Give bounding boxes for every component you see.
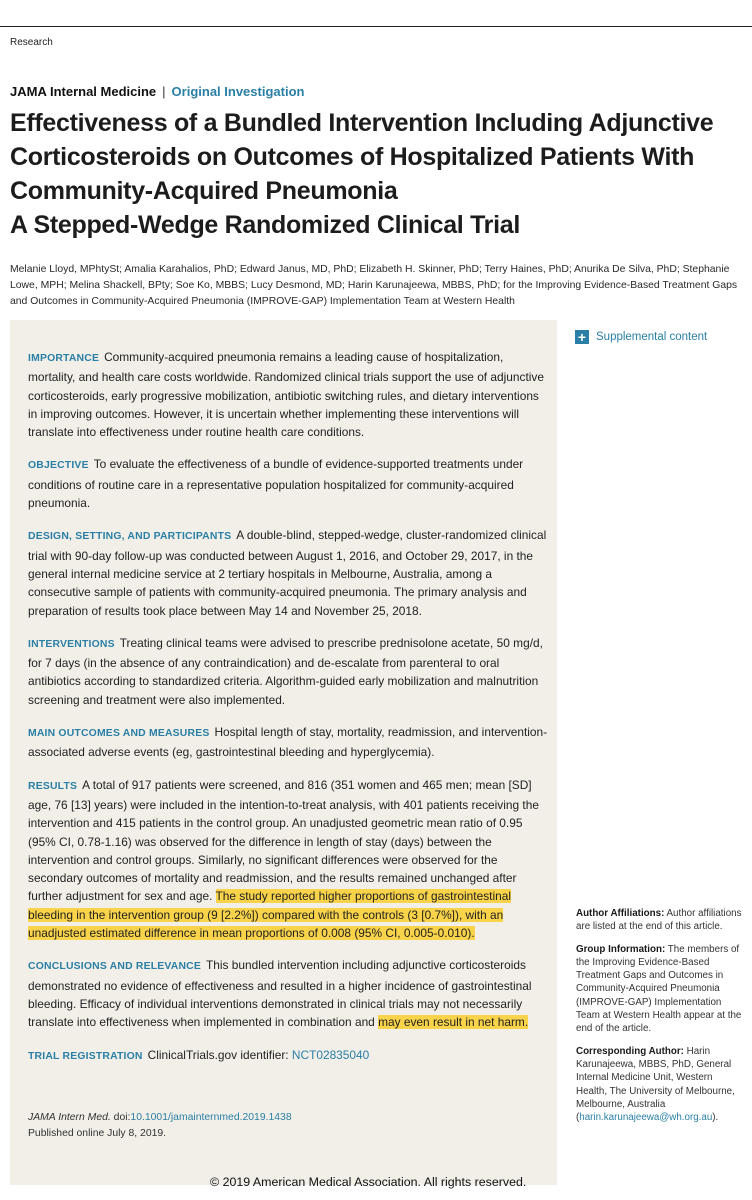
citation-line — [28, 1110, 528, 1126]
corresponding-label: Corresponding Author: — [576, 1045, 684, 1057]
copyright-notice: © 2019 American Medical Association. All rights reserved. — [210, 1175, 527, 1189]
affiliations-text: Author affiliations are listed at the end of this article. — [576, 908, 742, 933]
objective-heading: OBJECTIVE — [28, 460, 89, 472]
sidebar-info — [576, 907, 746, 1133]
abstract-body — [28, 348, 548, 1080]
author-list: Melanie Lloyd, MPhtySt; Amalia Karahalios, PhD; Edward Janus, MD, PhD; Elizabeth H. Skinner, PhD; Terry Haines, PhD; Anurika De Silva, PhD; Stephanie Lowe, MPH; Melina Shackell, BPty; Soe Ko, MBBS; Lucy Desmond, MD; Harin Karunajeewa, MBBS, PhD; for the Improving Evidence-Based Treatment Gaps and Outcomes in Community-Acquired Pneumonia (IMPROVE-GAP) Implementation Team at Western Health — [10, 264, 738, 307]
importance-text: Community-acquired pneumonia remains a leading cause of hospitalization, mortality, and health care costs worldwide. Randomized clinical trials support the use of adjunctive corticosteroids, early progressive mobilization, antibiotic switching rules, and dietary interventions in improving outcomes. However, it is uncertain whether implementing these interventions will translate into effectiveness under routine health care conditions. — [28, 350, 544, 440]
conclusions-text: This bundled intervention including adjunctive corticosteroids demonstrated no evidence of effectiveness and resulted in a higher incidence of gastrointestinal bleeding. Efficacy of individual interventions demonstrated in clinical trials may not necessarily translate into effectiveness when implemented in combination and — [28, 958, 532, 1030]
abstract-outcomes — [28, 723, 548, 762]
corresponding-text: Harin Karunajeewa, MBBS, PhD, General Internal Medicine Unit, Western Health, The University of Melbourne, Melbourne, Australia ( — [576, 1045, 735, 1124]
article-title: Effectiveness of a Bundled Intervention Including Adjunctive Corticosteroids on Outcomes of Hospitalized Patients With Community-Acquired Pneumonia — [10, 109, 714, 205]
citation-journal: JAMA Intern Med. — [28, 1112, 111, 1123]
affiliations-label: Author Affiliations: — [576, 908, 665, 919]
journal-line — [10, 84, 304, 99]
importance-heading: IMPORTANCE — [28, 353, 100, 364]
section-label: Research — [10, 37, 53, 48]
registration-text: ClinicalTrials.gov identifier: — [147, 1047, 292, 1062]
abstract-interventions — [28, 634, 548, 709]
design-text: A double-blind, stepped-wedge, cluster-randomized clinical trial with 90-day follow-up was conducted between August 1, 2016, and October 29, 2017, in the general internal medicine service at 2 tertiary hospitals in Melbourne, Australia, among a consecutive sample of patients with community-acquired pneumonia. The primary analysis and preparation of results took place between May 14 and November 25, 2018. — [28, 528, 547, 618]
citation — [28, 1110, 528, 1142]
results-highlight: The study reported higher proportions of gastrointestinal bleeding in the intervention group (9 [2.2%]) compared with the controls (3 [0.7%]), with an unadjusted estimated difference in mean proportions of 0.008 (95% CI, 0.005-0.010). — [28, 889, 511, 941]
journal-separator: | — [162, 84, 166, 99]
abstract-importance — [28, 348, 548, 441]
plus-icon[interactable]: + — [575, 330, 589, 344]
citation-doi-prefix: doi: — [110, 1112, 131, 1123]
citation-doi-link[interactable]: 10.1001/jamainternmed.2019.1438 — [130, 1112, 292, 1123]
registration-heading: TRIAL REGISTRATION — [28, 1050, 143, 1062]
outcomes-text: Hospital length of stay, mortality, readmission, and intervention-associated adverse events (eg, gastrointestinal bleeding and hyperglycemia). — [28, 725, 548, 760]
article-subtitle: A Stepped-Wedge Randomized Clinical Trial — [10, 211, 521, 239]
abstract-box — [10, 320, 557, 1185]
objective-text: To evaluate the effectiveness of a bundle of evidence-supported treatments under conditions of routine care in a representative population hospitalized for community-acquired pneumonia. — [28, 457, 524, 511]
citation-published: Published online July 8, 2019. — [28, 1128, 167, 1139]
conclusions-heading: CONCLUSIONS AND RELEVANCE — [28, 961, 201, 973]
abstract-conclusions — [28, 956, 548, 1031]
group-text: The members of the Improving Evidence-Based Treatment Gaps and Outcomes in Community-Acquired Pneumonia (IMPROVE-GAP) Implementation Team at Western Health appear at the end of the article. — [576, 943, 742, 1035]
conclusions-highlight: may even result in net harm. — [378, 1015, 529, 1030]
email-link[interactable]: harin.karunajeewa@wh.org.au — [579, 1112, 713, 1124]
author-affiliations — [576, 907, 746, 934]
group-label: Group Information: — [576, 943, 666, 955]
journal-name: JAMA Internal Medicine — [10, 84, 157, 99]
interventions-text: Treating clinical teams were advised to prescribe prednisolone acetate, 50 mg/d, for 7 days (in the absence of any contraindication) and de-escalate from parenteral to oral antibiotics according to standardized criteria. Algorithm-guided early mobilization and malnutrition screening and treatment were also implemented. — [28, 635, 543, 707]
corresponding-end: ). — [712, 1112, 719, 1124]
article-type[interactable]: Original Investigation — [171, 84, 305, 99]
abstract-registration — [28, 1046, 548, 1066]
supplemental-content-link[interactable] — [575, 330, 707, 344]
group-information — [576, 943, 746, 1036]
abstract-results — [28, 776, 548, 943]
results-text: A total of 917 patients were screened, and 816 (351 women and 465 men; mean [SD] age, 76 [13] years) were included in the intention-to-treat analysis, with 401 patients receiving the intervention and 415 patients in the control group. An unadjusted geometric mean ratio of 0.95 (95% CI, 0.78-1.16) was observed for the difference in length of stay (days) between the intervention and control groups. Similarly, no significant differences were observed for the secondary outcomes of mortality and readmission, and the results remained unchanged after further adjustment for sex and age. — [28, 777, 539, 904]
results-heading: RESULTS — [28, 780, 78, 792]
outcomes-heading: MAIN OUTCOMES AND MEASURES — [28, 728, 210, 740]
interventions-heading: INTERVENTIONS — [28, 638, 115, 650]
abstract-design — [28, 526, 548, 619]
corresponding-author — [576, 1045, 746, 1125]
top-rule — [0, 0, 752, 27]
trial-id-link[interactable]: NCT02835040 — [291, 1047, 370, 1062]
design-heading: DESIGN, SETTING, AND PARTICIPANTS — [28, 531, 232, 543]
supplemental-label[interactable]: Supplemental content — [596, 331, 708, 343]
abstract-objective — [28, 455, 548, 512]
